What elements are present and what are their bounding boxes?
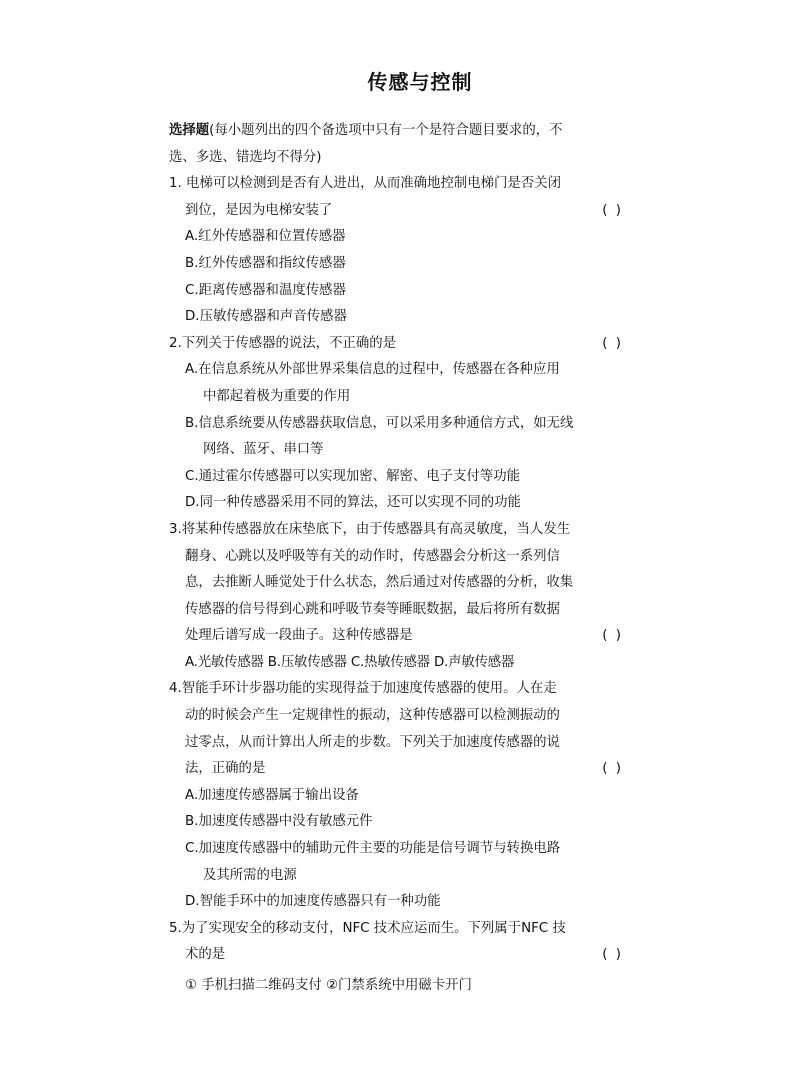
question-5-stem-line-1: 5.为了实现安全的移动支付，NFC 技术应运而生。下列属于NFC 技 — [169, 920, 566, 936]
answer-blank: ( ) — [602, 202, 623, 218]
question-1-stem-line-1: 1. 电梯可以检测到是否有人进出，从而准确地控制电梯门是否关闭 — [169, 176, 561, 192]
question-5-stem-line-2 — [169, 942, 629, 969]
question-3-stem-line-1: 3.将某种传感器放在床垫底下，由于传感器具有高灵敏度，当人发生 — [169, 521, 571, 537]
question-1 — [169, 171, 629, 331]
question-1-option-d: D.压敏传感器和声音传感器 — [185, 309, 347, 325]
answer-blank: ( ) — [602, 628, 623, 644]
question-3 — [169, 517, 629, 677]
page-title: 传感与控制 — [367, 70, 473, 94]
question-5 — [169, 916, 629, 1000]
section-heading: 选择题 — [169, 123, 210, 138]
question-5-stem-text: 术的是 — [185, 947, 226, 963]
question-2 — [169, 331, 629, 517]
question-4-option-a: A.加速度传感器属于输出设备 — [185, 787, 359, 803]
question-1-option-a: A.红外传感器和位置传感器 — [185, 229, 346, 245]
question-4-option-c-cont: 及其所需的电源 — [203, 867, 297, 883]
question-3-options: A.光敏传感器 B.压敏传感器 C.热敏传感器 D.声敏传感器 — [185, 654, 515, 670]
answer-blank: ( ) — [602, 335, 623, 351]
answer-blank: ( ) — [602, 761, 623, 777]
question-3-stem-line-3: 息，去推断人睡觉处于什么状态，然后通过对传感器的分析，收集 — [185, 575, 574, 591]
answer-blank: ( ) — [602, 947, 623, 963]
question-2-option-a-cont: 中都起着极为重要的作用 — [203, 388, 351, 404]
question-3-stem-line-5 — [169, 623, 629, 650]
question-4-option-b: B.加速度传感器中没有敏感元件 — [185, 814, 373, 830]
section-note-line-1: (每小题列出的四个备选项中只有一个是符合题目要求的，不 — [209, 123, 563, 138]
question-2-option-d: D.同一种传感器采用不同的算法，还可以实现不同的功能 — [185, 495, 521, 511]
question-2-stem-text: 2.下列关于传感器的说法，不正确的是 — [169, 335, 397, 351]
question-4-option-d: D.智能手环中的加速度传感器只有一种功能 — [185, 894, 441, 910]
question-1-stem-line-2 — [169, 198, 629, 225]
question-3-stem-line-2: 翻身、心跳以及呼吸等有关的动作时，传感器会分析这一系列信 — [185, 548, 560, 564]
question-2-stem — [169, 331, 629, 358]
question-4-stem-line-1: 4.智能手环计步器功能的实现得益于加速度传感器的使用。人在走 — [169, 681, 557, 697]
question-4-stem-line-3: 过零点，从而计算出人所走的步数。下列关于加速度传感器的说 — [185, 734, 560, 750]
section-note-line-2: 选、多选、错选均不得分) — [169, 149, 322, 165]
question-section — [169, 118, 629, 1000]
question-1-stem-text: 到位，是因为电梯安装了 — [185, 202, 333, 218]
question-4 — [169, 676, 629, 915]
question-2-option-a: A.在信息系统从外部世界采集信息的过程中，传感器在各种应用 — [185, 362, 560, 378]
question-4-stem-line-4 — [169, 756, 629, 783]
question-5-items: ① 手机扫描二维码支付 ②门禁系统中用磁卡开门 — [185, 978, 472, 993]
question-3-stem-text: 处理后谱写成一段曲子。这种传感器是 — [185, 628, 413, 644]
question-4-stem-text: 法，正确的是 — [185, 761, 266, 777]
question-4-option-c: C.加速度传感器中的辅助元件主要的功能是信号调节与转换电路 — [185, 841, 561, 857]
section-header — [169, 118, 629, 145]
question-2-option-c: C.通过霍尔传感器可以实现加密、解密、电子支付等功能 — [185, 468, 520, 484]
question-2-option-b: B.信息系统要从传感器获取信息，可以采用多种通信方式，如无线 — [185, 415, 574, 431]
question-2-option-b-cont: 网络、蓝牙、串口等 — [203, 442, 324, 458]
question-1-option-b: B.红外传感器和指纹传感器 — [185, 255, 346, 271]
question-4-stem-line-2: 动的时候会产生一定规律性的振动，这种传感器可以检测振动的 — [185, 708, 560, 724]
question-1-option-c: C.距离传感器和温度传感器 — [185, 282, 346, 298]
question-3-stem-line-4: 传感器的信号得到心跳和呼吸节奏等睡眠数据，最后将所有数据 — [185, 601, 560, 617]
